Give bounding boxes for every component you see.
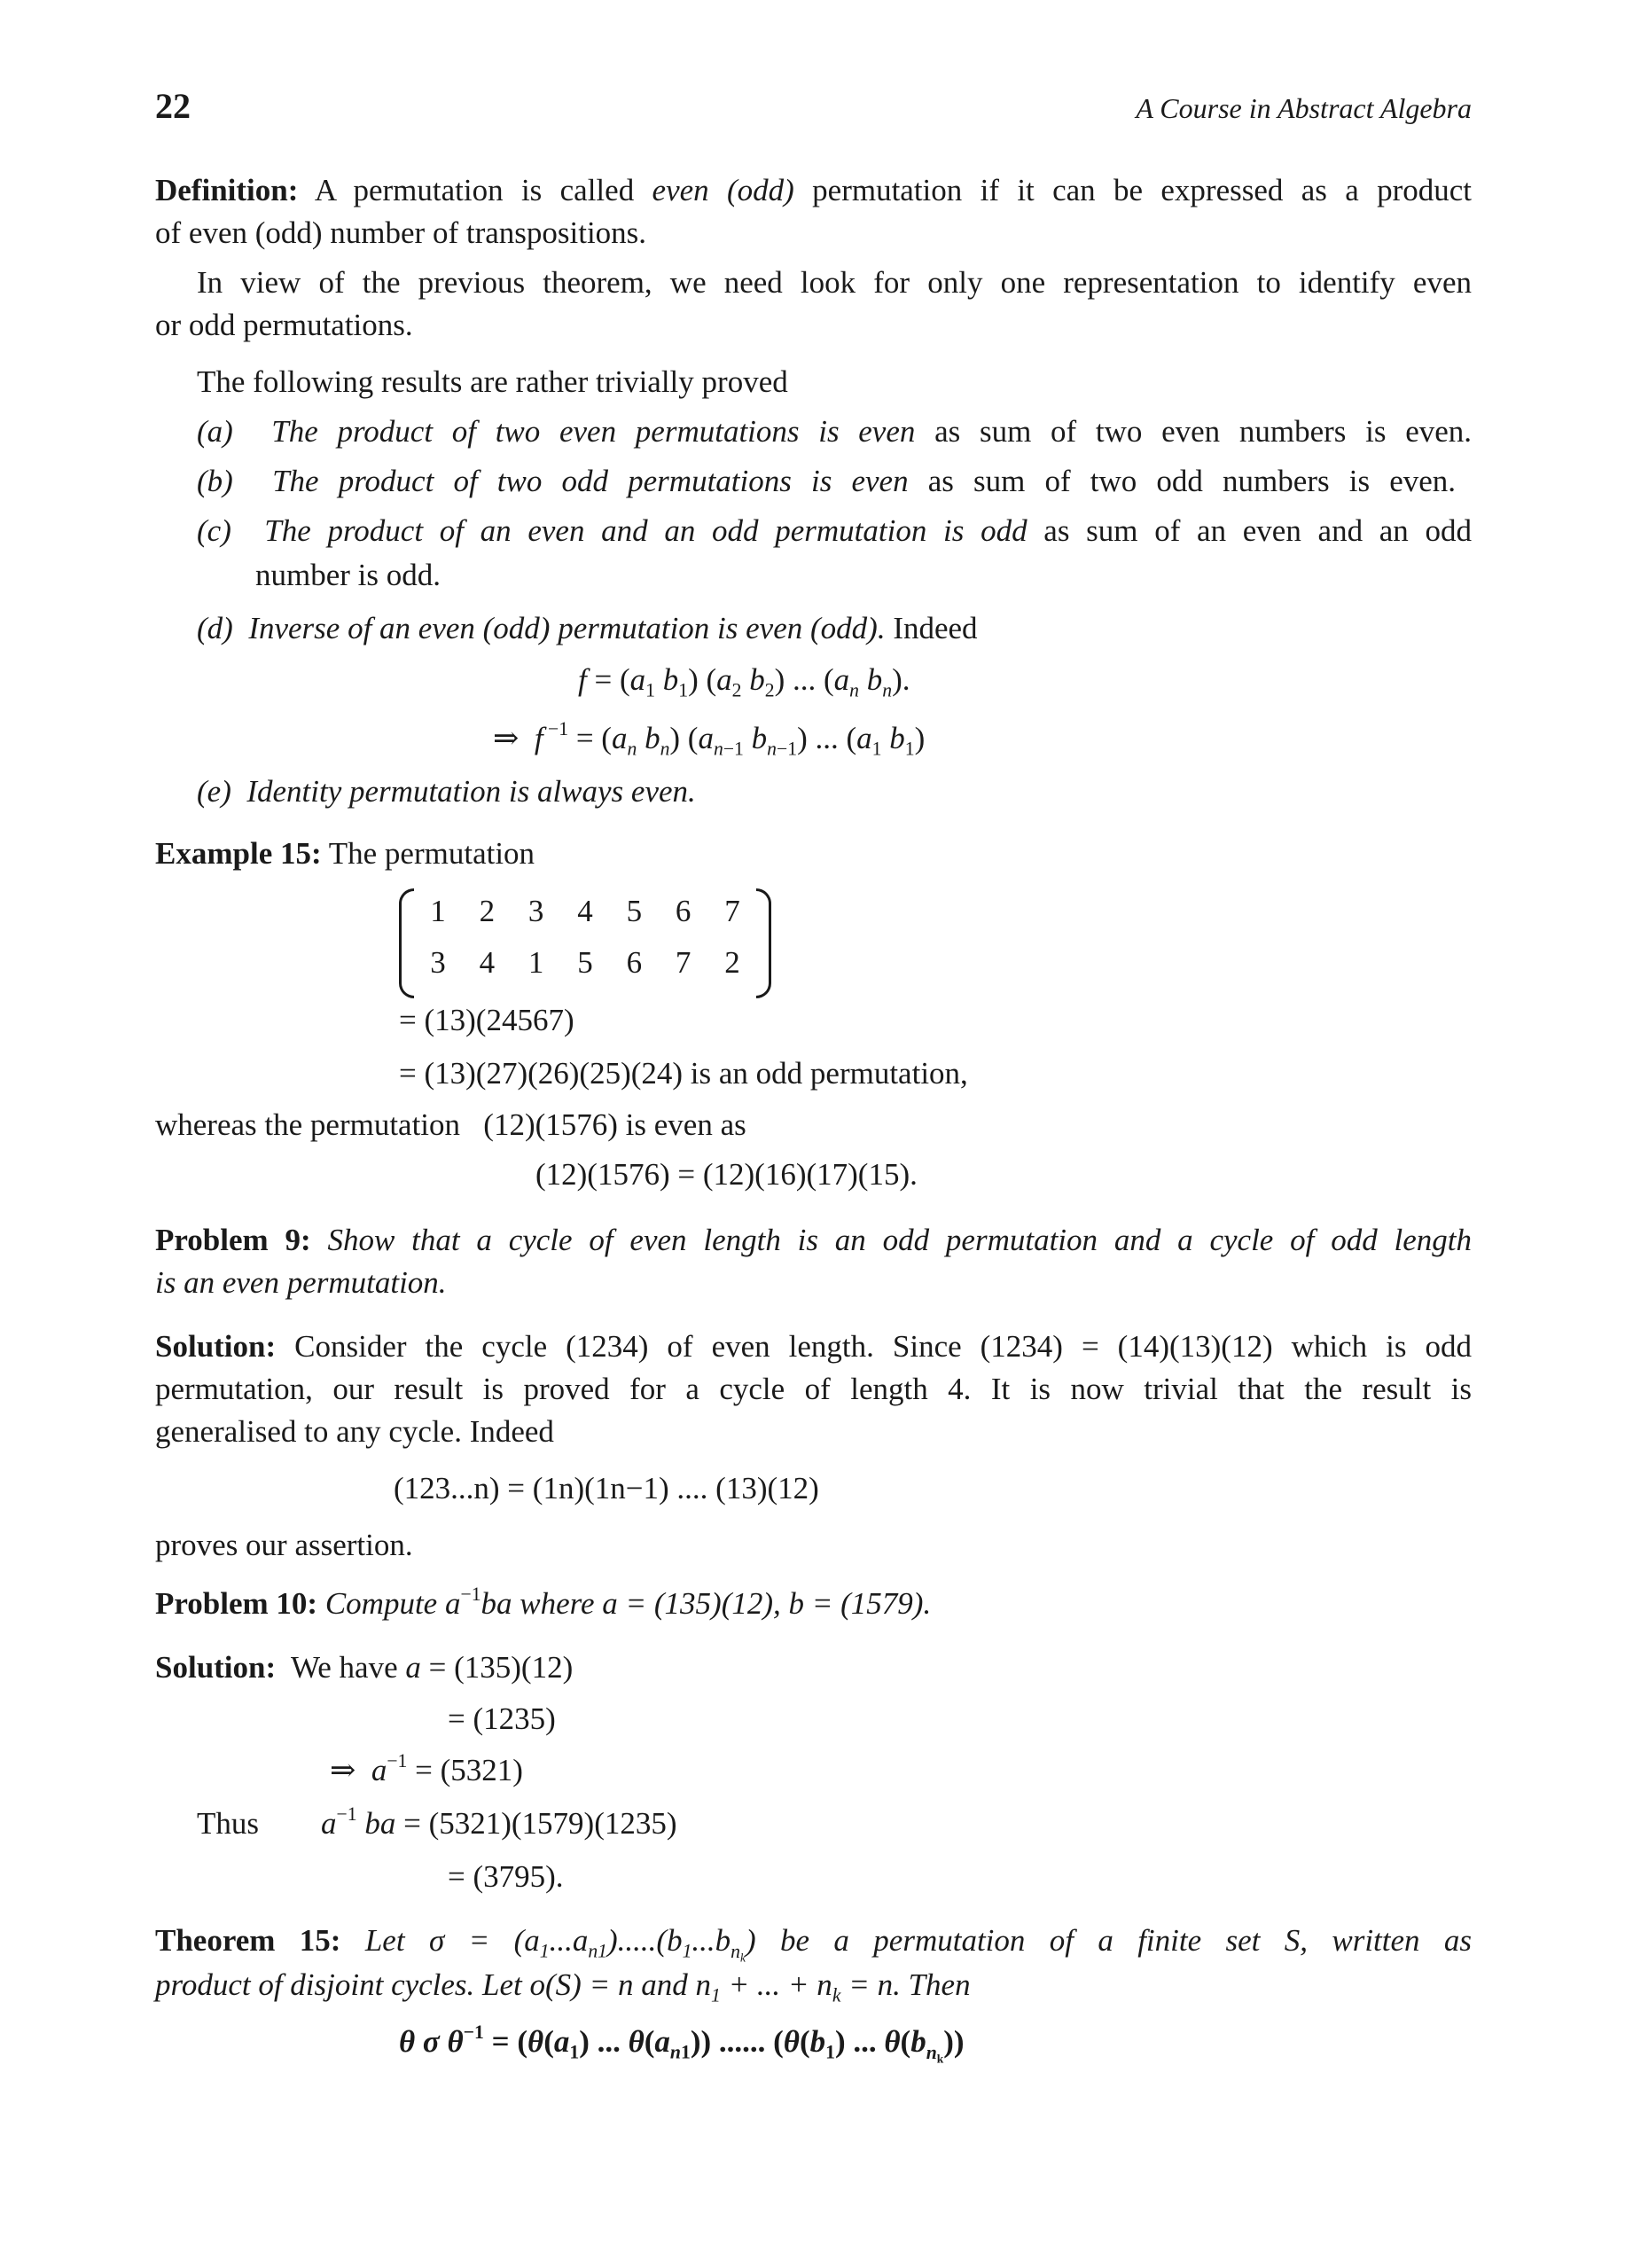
theorem-15-label: Theorem 15: xyxy=(155,1923,341,1958)
solution-10-eq-4: Thus $a^{-1}$ ba = (5321)(1579)(1235) xyxy=(197,1803,677,1841)
result-d: (d) Inverse of an even (odd) permutation is even (odd). Indeed xyxy=(197,611,978,645)
matrix-bottom-cell-5: 6 xyxy=(626,945,643,980)
matrix-bottom-cell-3: 1 xyxy=(527,945,544,980)
matrix-top-row xyxy=(420,894,750,929)
example-eq-2: = (13)(27)(26)(25)(24) is an odd permutation, xyxy=(399,1056,968,1091)
solution-10-eq-3: ⇒ $a^{-1} = (5321)$ xyxy=(330,1749,523,1787)
matrix-top-cell-6: 6 xyxy=(675,894,691,928)
definition-line-1: Definition: A permutation is called even (odd) permutation if it can be expressed as a product xyxy=(155,173,1473,207)
solution-9-line-1: Solution: Consider the cycle (1234) of even length. Since (1234) = (14)(13)(12) which is odd xyxy=(155,1329,1472,1364)
solution-10-eq-5: = (3795). xyxy=(448,1859,564,1894)
example-eq-3: (12)(1576) = (12)(16)(17)(15). xyxy=(535,1157,918,1192)
para-line-2: or odd permutations. xyxy=(155,308,413,342)
page-number: 22 xyxy=(155,86,191,126)
problem-9-label: Problem 9: xyxy=(155,1223,311,1257)
theorem-15-line-1: Theorem 15: Let $\sigma = (a_1...a_{n1}).....(b_1...b_{n_k})$ be a permutation of a finite set S, written as xyxy=(155,1923,1473,1965)
problem-10-label: Problem 10: xyxy=(155,1586,318,1621)
theorem-15-equation: θ σ $\theta^{-1} = (\theta(a_1)$ ... $\theta(a_{n1})$) ...... ($\theta(b_1)$ ... $\theta(b_{n_k})$) xyxy=(399,2021,965,2066)
solution-10-eq-2: = (1235) xyxy=(448,1701,556,1736)
solution-10-line-1: Solution: We have a = (135)(12) xyxy=(155,1650,574,1685)
matrix-top-cell-5: 5 xyxy=(626,894,643,928)
definition-label: Definition: xyxy=(155,173,299,207)
matrix-left-bracket xyxy=(399,888,414,998)
result-c: (c) The product of an even and an odd permutation is odd as sum of an even and an odd xyxy=(197,513,1473,548)
result-e: (e) Identity permutation is always even. xyxy=(197,774,696,809)
problem-10: Problem 10: Compute $a^{-1}ba$ where a = (135)(12), b = (1579). xyxy=(155,1583,932,1621)
theorem-15-line-2: product of disjoint cycles. Let o(S) = n and $n_1$ + ... + $n_k = n$. Then xyxy=(155,1967,971,2006)
matrix-bottom-cell-7: 2 xyxy=(724,945,740,980)
problem-9-line-2: is an even permutation. xyxy=(155,1265,447,1300)
matrix-top-cell-7: 7 xyxy=(724,894,740,928)
solution-9-line-3: generalised to any cycle. Indeed xyxy=(155,1414,554,1449)
inverse-equation-1: $f = (a_1$ $b_1$) ($a_2$ $b_2$) ... ($a_n$ $b_n$). xyxy=(578,662,910,701)
matrix-top-cell-2: 2 xyxy=(479,894,496,928)
matrix-bottom-row xyxy=(420,945,750,981)
problem-9-line-1: Problem 9: Show that a cycle of even length is an odd permutation and a cycle of odd length xyxy=(155,1223,1472,1257)
solution-9-line-2: permutation, our result is proved for a cycle of length 4. It is now trivial that the result is xyxy=(155,1372,1472,1406)
result-a: (a) The product of two even permutations is even as sum of two even numbers is even. xyxy=(197,414,1473,449)
matrix-bottom-cell-4: 5 xyxy=(577,945,593,980)
results-intro: The following results are rather trivially proved xyxy=(197,364,788,399)
solution-9-after: proves our assertion. xyxy=(155,1528,413,1562)
result-b: (b) The product of two odd permutations is even as sum of two odd numbers is even. xyxy=(197,464,1457,498)
example-eq-1: = (13)(24567) xyxy=(399,1003,574,1037)
solution-10-label: Solution: xyxy=(155,1650,277,1685)
matrix-right-bracket xyxy=(756,888,771,998)
example-whereas: whereas the permutation (12)(1576) is even as xyxy=(155,1107,746,1142)
definition-line-2: of even (odd) number of transpositions. xyxy=(155,215,647,250)
result-c-line-2: number is odd. xyxy=(255,558,441,592)
matrix-top-cell-3: 3 xyxy=(527,894,544,928)
matrix-bottom-cell-1: 3 xyxy=(430,945,446,980)
solution-9-label: Solution: xyxy=(155,1329,277,1364)
matrix-top-cell-1: 1 xyxy=(430,894,446,928)
matrix-top-cell-4: 4 xyxy=(577,894,593,928)
example-label: Example 15: xyxy=(155,836,322,871)
solution-9-equation: (123...n) = (1n)(1n−1) .... (13)(12) xyxy=(394,1471,819,1505)
running-header-title: A Course in Abstract Algebra xyxy=(1136,92,1472,124)
matrix-bottom-cell-2: 4 xyxy=(479,945,496,980)
example-15-heading: Example 15: The permutation xyxy=(155,836,535,871)
para-line-1: In view of the previous theorem, we need look for only one representation to identify even xyxy=(197,265,1472,300)
permutation-matrix xyxy=(399,888,771,995)
inverse-equation-2: ⇒ f $^{-1} = (a_n$ $b_n$) ($a_{n-1}$ $b_{n-1}$) ... ($a_1$ $b_1$) xyxy=(493,717,926,760)
matrix-bottom-cell-6: 7 xyxy=(675,945,691,980)
